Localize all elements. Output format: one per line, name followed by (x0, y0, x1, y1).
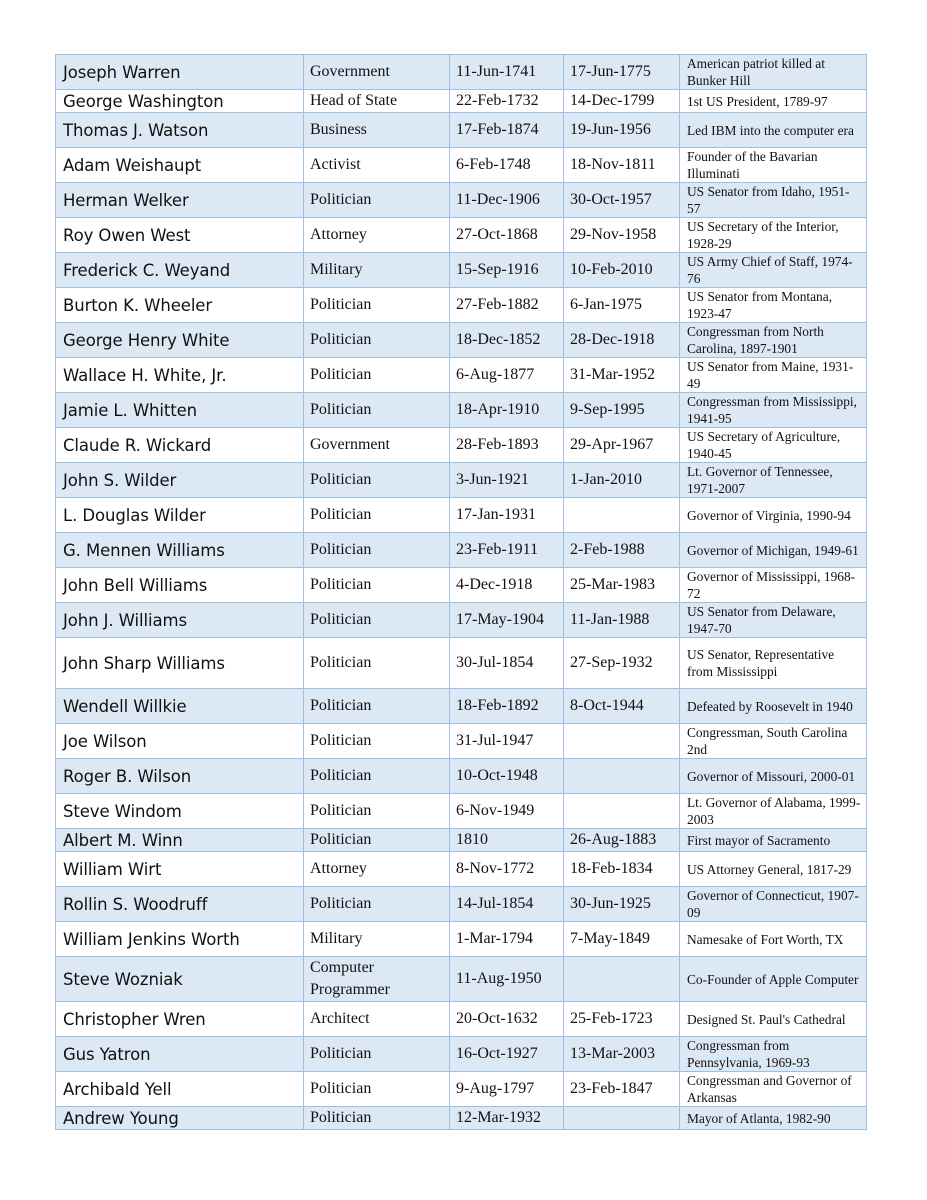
birth-date-cell: 30-Jul-1854 (450, 638, 564, 689)
table-row (56, 428, 867, 463)
description-cell: Governor of Virginia, 1990-94 (680, 498, 867, 533)
table-row (56, 90, 867, 113)
occupation-cell: Politician (304, 183, 450, 218)
birth-date-cell: 12-Mar-1932 (450, 1107, 564, 1130)
death-date-cell: 29-Apr-1967 (564, 428, 680, 463)
death-date-cell: 8-Oct-1944 (564, 689, 680, 724)
death-date-cell: 18-Feb-1834 (564, 852, 680, 887)
table-row (56, 1037, 867, 1072)
description-cell: American patriot killed at Bunker Hill (680, 55, 867, 90)
description-cell: Defeated by Roosevelt in 1940 (680, 689, 867, 724)
occupation-cell: Politician (304, 393, 450, 428)
birth-date-cell: 1810 (450, 829, 564, 852)
birth-date-cell: 9-Aug-1797 (450, 1072, 564, 1107)
description-cell: Lt. Governor of Alabama, 1999-2003 (680, 794, 867, 829)
description-cell: Congressman, South Carolina 2nd (680, 724, 867, 759)
birth-date-cell: 3-Jun-1921 (450, 463, 564, 498)
person-name-cell: G. Mennen Williams (56, 533, 304, 568)
person-name-cell: Frederick C. Weyand (56, 253, 304, 288)
table-row (56, 1072, 867, 1107)
birth-date-cell: 15-Sep-1916 (450, 253, 564, 288)
table-row (56, 1002, 867, 1037)
occupation-cell: Politician (304, 463, 450, 498)
occupation-cell: Government (304, 428, 450, 463)
person-name-cell: Wallace H. White, Jr. (56, 358, 304, 393)
description-cell: Founder of the Bavarian Illuminati (680, 148, 867, 183)
table-row (56, 922, 867, 957)
table-row (56, 957, 867, 1002)
person-name-cell: Andrew Young (56, 1107, 304, 1130)
table-row (56, 463, 867, 498)
occupation-cell: Head of State (304, 90, 450, 113)
death-date-cell (564, 498, 680, 533)
death-date-cell: 17-Jun-1775 (564, 55, 680, 90)
table-row (56, 498, 867, 533)
description-cell: Congressman from Pennsylvania, 1969-93 (680, 1037, 867, 1072)
table-row (56, 288, 867, 323)
birth-date-cell: 11-Dec-1906 (450, 183, 564, 218)
person-name-cell: Herman Welker (56, 183, 304, 218)
occupation-cell: Politician (304, 794, 450, 829)
table-row (56, 358, 867, 393)
death-date-cell: 9-Sep-1995 (564, 393, 680, 428)
occupation-cell: Politician (304, 689, 450, 724)
person-name-cell: Burton K. Wheeler (56, 288, 304, 323)
description-cell: US Senator from Maine, 1931-49 (680, 358, 867, 393)
birth-date-cell: 27-Feb-1882 (450, 288, 564, 323)
person-name-cell: Joe Wilson (56, 724, 304, 759)
death-date-cell: 28-Dec-1918 (564, 323, 680, 358)
death-date-cell: 31-Mar-1952 (564, 358, 680, 393)
death-date-cell (564, 1107, 680, 1130)
birth-date-cell: 17-Jan-1931 (450, 498, 564, 533)
description-cell: Namesake of Fort Worth, TX (680, 922, 867, 957)
person-name-cell: L. Douglas Wilder (56, 498, 304, 533)
person-name-cell: Thomas J. Watson (56, 113, 304, 148)
table-row (56, 148, 867, 183)
description-cell: US Senator from Idaho, 1951-57 (680, 183, 867, 218)
occupation-cell: Government (304, 55, 450, 90)
table-row (56, 829, 867, 852)
birth-date-cell: 18-Feb-1892 (450, 689, 564, 724)
person-name-cell: John S. Wilder (56, 463, 304, 498)
person-name-cell: Steve Wozniak (56, 957, 304, 1002)
person-name-cell: Christopher Wren (56, 1002, 304, 1037)
birth-date-cell: 6-Aug-1877 (450, 358, 564, 393)
birth-date-cell: 28-Feb-1893 (450, 428, 564, 463)
birth-date-cell: 1-Mar-1794 (450, 922, 564, 957)
person-name-cell: Claude R. Wickard (56, 428, 304, 463)
table-row (56, 794, 867, 829)
birth-date-cell: 31-Jul-1947 (450, 724, 564, 759)
death-date-cell: 26-Aug-1883 (564, 829, 680, 852)
table-row (56, 638, 867, 689)
person-name-cell: Joseph Warren (56, 55, 304, 90)
person-name-cell: Roger B. Wilson (56, 759, 304, 794)
birth-date-cell: 18-Apr-1910 (450, 393, 564, 428)
description-cell: US Secretary of Agriculture, 1940-45 (680, 428, 867, 463)
birth-date-cell: 20-Oct-1632 (450, 1002, 564, 1037)
table-row (56, 218, 867, 253)
occupation-cell: Politician (304, 759, 450, 794)
death-date-cell: 30-Oct-1957 (564, 183, 680, 218)
person-name-cell: Archibald Yell (56, 1072, 304, 1107)
table-row (56, 253, 867, 288)
death-date-cell (564, 724, 680, 759)
occupation-cell: Politician (304, 568, 450, 603)
occupation-cell: Architect (304, 1002, 450, 1037)
description-cell: Lt. Governor of Tennessee, 1971-2007 (680, 463, 867, 498)
table-row (56, 55, 867, 90)
description-cell: Governor of Missouri, 2000-01 (680, 759, 867, 794)
occupation-cell: Politician (304, 829, 450, 852)
death-date-cell (564, 759, 680, 794)
table-row (56, 724, 867, 759)
table-row (56, 323, 867, 358)
person-name-cell: John J. Williams (56, 603, 304, 638)
description-cell: US Senator, Representative from Mississippi (680, 638, 867, 689)
description-cell: US Senator from Delaware, 1947-70 (680, 603, 867, 638)
death-date-cell: 18-Nov-1811 (564, 148, 680, 183)
birth-date-cell: 17-Feb-1874 (450, 113, 564, 148)
death-date-cell: 1-Jan-2010 (564, 463, 680, 498)
birth-date-cell: 6-Nov-1949 (450, 794, 564, 829)
table-row (56, 113, 867, 148)
occupation-cell: Politician (304, 323, 450, 358)
table-row (56, 1107, 867, 1130)
person-name-cell: John Sharp Williams (56, 638, 304, 689)
death-date-cell: 27-Sep-1932 (564, 638, 680, 689)
table-row (56, 852, 867, 887)
person-name-cell: William Wirt (56, 852, 304, 887)
death-date-cell: 25-Feb-1723 (564, 1002, 680, 1037)
biography-table (55, 54, 867, 1130)
description-cell: US Secretary of the Interior, 1928-29 (680, 218, 867, 253)
person-name-cell: Albert M. Winn (56, 829, 304, 852)
person-name-cell: Wendell Willkie (56, 689, 304, 724)
occupation-cell: Politician (304, 1072, 450, 1107)
person-name-cell: John Bell Williams (56, 568, 304, 603)
table-row (56, 603, 867, 638)
birth-date-cell: 18-Dec-1852 (450, 323, 564, 358)
birth-date-cell: 14-Jul-1854 (450, 887, 564, 922)
occupation-cell: Politician (304, 358, 450, 393)
death-date-cell: 19-Jun-1956 (564, 113, 680, 148)
birth-date-cell: 8-Nov-1772 (450, 852, 564, 887)
description-cell: US Army Chief of Staff, 1974-76 (680, 253, 867, 288)
person-name-cell: Adam Weishaupt (56, 148, 304, 183)
occupation-cell: Military (304, 253, 450, 288)
description-cell: Congressman from North Carolina, 1897-1901 (680, 323, 867, 358)
birth-date-cell: 11-Aug-1950 (450, 957, 564, 1002)
death-date-cell: 29-Nov-1958 (564, 218, 680, 253)
death-date-cell: 13-Mar-2003 (564, 1037, 680, 1072)
description-cell: US Attorney General, 1817-29 (680, 852, 867, 887)
birth-date-cell: 17-May-1904 (450, 603, 564, 638)
occupation-cell: Politician (304, 724, 450, 759)
person-name-cell: Steve Windom (56, 794, 304, 829)
birth-date-cell: 23-Feb-1911 (450, 533, 564, 568)
description-cell: 1st US President, 1789-97 (680, 90, 867, 113)
occupation-cell: Activist (304, 148, 450, 183)
person-name-cell: George Henry White (56, 323, 304, 358)
death-date-cell: 6-Jan-1975 (564, 288, 680, 323)
description-cell: Designed St. Paul's Cathedral (680, 1002, 867, 1037)
person-name-cell: George Washington (56, 90, 304, 113)
description-cell: Congressman and Governor of Arkansas (680, 1072, 867, 1107)
person-name-cell: Rollin S. Woodruff (56, 887, 304, 922)
description-cell: First mayor of Sacramento (680, 829, 867, 852)
occupation-cell: Military (304, 922, 450, 957)
table-row (56, 393, 867, 428)
death-date-cell: 2-Feb-1988 (564, 533, 680, 568)
person-name-cell: Gus Yatron (56, 1037, 304, 1072)
death-date-cell: 7-May-1849 (564, 922, 680, 957)
occupation-cell: Politician (304, 498, 450, 533)
death-date-cell: 25-Mar-1983 (564, 568, 680, 603)
occupation-cell: Politician (304, 887, 450, 922)
table-row (56, 759, 867, 794)
death-date-cell (564, 794, 680, 829)
person-name-cell: William Jenkins Worth (56, 922, 304, 957)
description-cell: Governor of Mississippi, 1968-72 (680, 568, 867, 603)
death-date-cell: 14-Dec-1799 (564, 90, 680, 113)
table-row (56, 183, 867, 218)
table-row (56, 689, 867, 724)
birth-date-cell: 11-Jun-1741 (450, 55, 564, 90)
description-cell: Co-Founder of Apple Computer (680, 957, 867, 1002)
person-name-cell: Jamie L. Whitten (56, 393, 304, 428)
birth-date-cell: 10-Oct-1948 (450, 759, 564, 794)
description-cell: Congressman from Mississippi, 1941-95 (680, 393, 867, 428)
table-row (56, 887, 867, 922)
occupation-cell: Business (304, 113, 450, 148)
description-cell: Governor of Michigan, 1949-61 (680, 533, 867, 568)
death-date-cell (564, 957, 680, 1002)
death-date-cell: 11-Jan-1988 (564, 603, 680, 638)
occupation-cell: Politician (304, 1037, 450, 1072)
description-cell: Led IBM into the computer era (680, 113, 867, 148)
birth-date-cell: 16-Oct-1927 (450, 1037, 564, 1072)
person-name-cell: Roy Owen West (56, 218, 304, 253)
occupation-cell: Politician (304, 533, 450, 568)
table-row (56, 568, 867, 603)
occupation-cell: Politician (304, 1107, 450, 1130)
death-date-cell: 23-Feb-1847 (564, 1072, 680, 1107)
occupation-cell: Attorney (304, 852, 450, 887)
description-cell: US Senator from Montana, 1923-47 (680, 288, 867, 323)
birth-date-cell: 22-Feb-1732 (450, 90, 564, 113)
birth-date-cell: 27-Oct-1868 (450, 218, 564, 253)
table-body (56, 55, 867, 1130)
description-cell: Mayor of Atlanta, 1982-90 (680, 1107, 867, 1130)
birth-date-cell: 4-Dec-1918 (450, 568, 564, 603)
occupation-cell: Politician (304, 603, 450, 638)
occupation-cell: Politician (304, 288, 450, 323)
occupation-cell: Attorney (304, 218, 450, 253)
death-date-cell: 30-Jun-1925 (564, 887, 680, 922)
death-date-cell: 10-Feb-2010 (564, 253, 680, 288)
occupation-cell: Computer Programmer (304, 957, 450, 1002)
description-cell: Governor of Connecticut, 1907-09 (680, 887, 867, 922)
occupation-cell: Politician (304, 638, 450, 689)
table-row (56, 533, 867, 568)
birth-date-cell: 6-Feb-1748 (450, 148, 564, 183)
